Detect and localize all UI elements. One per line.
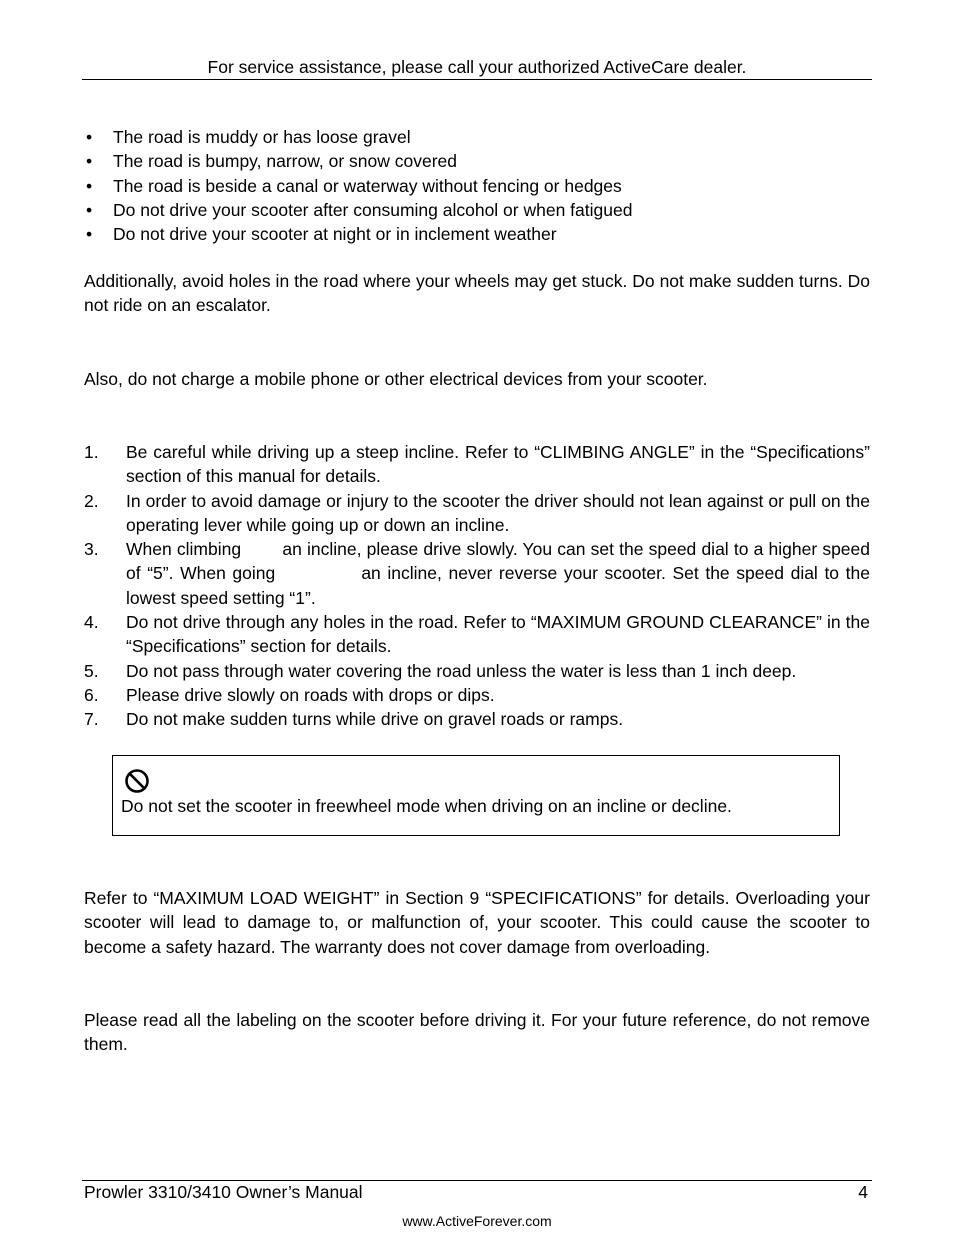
list-item-text: Do not pass through water covering the road unless the water is less than 1 inch deep. [126,660,797,681]
list-item-text: The road is muddy or has loose gravel [113,127,411,147]
page-header: For service assistance, please call your authorized ActiveCare dealer. [207,57,747,77]
no-charging-paragraph: Also, do not charge a mobile phone or other electrical devices from your scooter. [84,369,708,389]
list-item-text: Do not make sudden turns while drive on gravel roads or ramps. [126,709,624,730]
header-rule [82,79,872,80]
list-item-text: Be careful while driving up a steep incline. Refer to “CLIMBING ANGLE” in the “Specifications” section of this manual for details. [126,442,870,487]
list-item [84,149,874,173]
list-item [84,683,870,707]
road-conditions-list [84,125,874,246]
list-item-number: 1. [84,442,99,462]
list-item [84,537,870,610]
incline-instructions-list [84,440,870,732]
list-item-text: In order to avoid damage or injury to the scooter the driver should not lean against or pull on the operating lever while going up or down an incline. [126,490,870,535]
list-item [84,198,874,222]
list-item-number: 7. [84,709,99,730]
labeling-paragraph: Please read all the labeling on the scooter before driving it. For your future reference, do not remove them. [84,1010,870,1055]
list-item-number: 4. [84,612,99,633]
list-item-number: 2. [84,490,99,511]
list-item [84,440,870,489]
bullet-glyph: • [86,151,93,172]
list-item-text: The road is beside a canal or waterway without fencing or hedges [113,175,622,196]
list-item-number: 3. [84,539,99,560]
list-item [84,707,870,731]
list-item-number: 6. [84,684,99,705]
list-item-text: Do not drive your scooter after consuming alcohol or when fatigued [113,199,633,220]
overload-paragraph: Refer to “MAXIMUM LOAD WEIGHT” in Section 9 “SPECIFICATIONS” for details. Overloading your scooter will lead to damage to, or malfunction of, your scooter. This could cause the scooter to become a safety hazard. The warranty does not cover damage from overloading. [84,888,870,957]
list-item-text: Please drive slowly on roads with drops or dips. [126,684,495,705]
website-url: www.ActiveForever.com [402,1213,552,1229]
prohibited-icon [124,768,150,794]
page-number: 4 [858,1182,868,1202]
list-item [84,610,870,659]
list-item-text: When climbing an incline, please drive slowly. You can set the speed dial to a higher speed of “5”. When going an incline, never reverse your scooter. Set the speed dial to the lowest speed setting “1”. [126,539,870,608]
list-item [84,489,870,538]
list-item-text: Do not drive your scooter at night or in inclement weather [113,224,557,245]
freewheel-warning-box [112,755,840,836]
list-item [84,222,874,246]
list-item-text: The road is bumpy, narrow, or snow covered [113,151,458,172]
list-item-number: 5. [84,660,99,681]
manual-title: Prowler 3310/3410 Owner’s Manual [84,1182,363,1202]
list-item [84,174,874,198]
bullet-glyph: • [86,175,93,196]
bullet-glyph: • [86,199,93,220]
list-item-text: Do not drive through any holes in the road. Refer to “MAXIMUM GROUND CLEARANCE” in the “Specifications” section for details. [126,612,870,657]
bullet-glyph: • [86,127,93,147]
list-item [84,125,874,149]
bullet-glyph: • [86,224,93,245]
list-item [84,659,870,683]
avoid-holes-paragraph: Additionally, avoid holes in the road where your wheels may get stuck. Do not make sudden turns. Do not ride on an escalator. [84,271,870,316]
warning-text: Do not set the scooter in freewheel mode when driving on an incline or decline. [121,796,732,816]
